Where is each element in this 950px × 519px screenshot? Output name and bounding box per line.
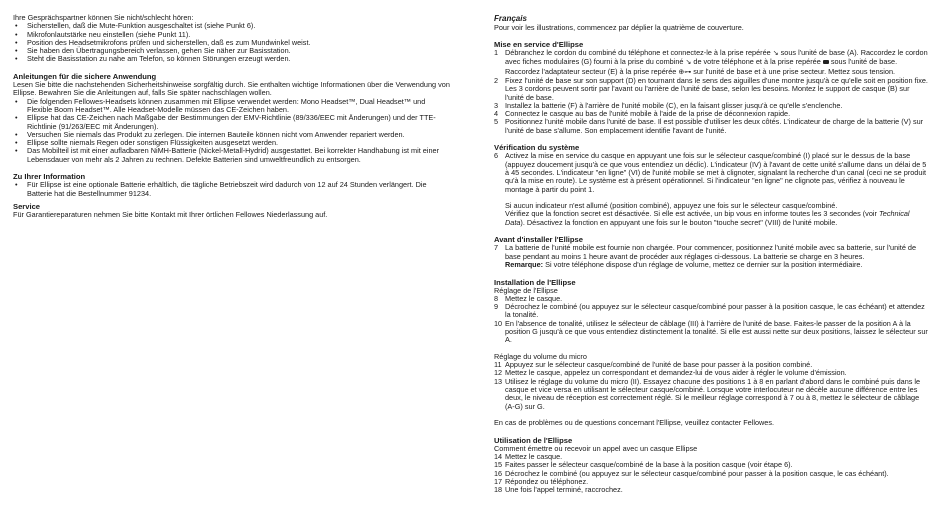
french-column bbox=[494, 14, 930, 495]
german-column bbox=[13, 14, 450, 219]
usage-heading: Utilisation de l'Ellipse bbox=[494, 435, 573, 445]
handset-jack-icon: ↘ bbox=[685, 59, 692, 67]
verify-note: Si aucun indicateur n'est allumé (position combiné), appuyez une fois sur le sélecteur casque/combiné. bbox=[505, 201, 838, 211]
verify-heading: Vérification du système bbox=[494, 143, 580, 153]
list-item: 10 En l'absence de tonalité, utilisez le sélecteur de câblage (III) à l'arrière de l'unité de base. Faites-le passer de la position A à la position G jusqu'à ce que vous entendiez distinctement la tonalité. Si elle est aussi nette sur deux positions, laissez le sélecteur sur A. bbox=[494, 318, 928, 345]
setup-heading: Mise en service d'Ellipse bbox=[494, 40, 584, 50]
list-item: 6 Activez la mise en service du casque en appuyant une fois sur le sélecteur casque/combiné (I) placé sur le dessus de la base (appuyez doucement jusqu'à ce que vous entendiez un déclic). L'indicateur (IV) à l'avant de cette unité s'allume dans un délai de 5 à 45 secondes. L'indicateur "en ligne" (VI) de l'unité mobile se met à clignoter, signalant la recherche d'un canal (ceci ne se produit qu'à la mise en route). Le système est à présent opérationnel. Si l'indicateur "en ligne" ne clignote pas, vérifiez à nouveau le montage à partir du point 1. bbox=[494, 151, 927, 194]
verify-note: Vérifiez que la fonction secret est désactivée. Si elle est activée, un bip vous en informe toutes les 3 secondes (voir Technical Data). Désactivez la fonction en appuyant une fois sur le bouton "touche secret" (VIII) de l'unité mobile. bbox=[505, 209, 910, 227]
handset-jack-icon: ↘ bbox=[772, 50, 779, 58]
info-list bbox=[13, 181, 450, 198]
list-item: • Das Mobilteil ist mit einer aufladbaren NiMH-Batterie (Nickel-Metall-Hydrid) ausgestattet. Bei korrekter Handhabung ist mit einer Lebensdauer von mehr als 2 Jahren zu rechnen. Defekte Batterien sind umweltfreundlich zu entsorgen. bbox=[13, 147, 450, 164]
list-item: • Sie haben den Übertragungsbereich verlassen, gehen Sie näher zur Basisstation. bbox=[13, 47, 450, 55]
intro-list bbox=[13, 22, 450, 63]
list-item: 18 Une fois l'appel terminé, raccrochez. bbox=[494, 485, 623, 495]
safety-text: Lesen Sie bitte die nachstehenden Sicherheitshinweise sorgfältig durch. Sie enthalten wichtige Informationen über die Verwendung von Ellipse. Bewahren Sie die Anleitungen auf, falls Sie später nachschlagen wollen. bbox=[13, 80, 450, 98]
power-plug-icon: ⊕⊶ bbox=[678, 68, 692, 76]
list-item: • Sicherstellen, daß die Mute-Funktion ausgeschaltet ist (siehe Punkt 6). bbox=[13, 22, 450, 30]
list-item: 14 Mettez le casque. bbox=[494, 452, 563, 462]
install-subheading: Réglage de l'Ellipse bbox=[494, 285, 558, 295]
install-heading: Installation de l'Ellipse bbox=[494, 277, 576, 287]
list-item: 15 Faites passer le sélecteur casque/combiné de la base à la position casque (voir étape 6). bbox=[494, 460, 793, 470]
list-item: • Steht die Basisstation zu nahe am Telefon, so können Störungen erzeugt werden. bbox=[13, 55, 450, 63]
list-item: 5 Positionnez l'unité mobile dans l'unité de base. Il est possible d'utiliser les deux côtés. L'indicateur de charge de la batterie (V) sur l'unité de base s'allume. Son emplacement identifie l'avant de l'unité. bbox=[494, 117, 924, 135]
list-item: 3 Installez la batterie (F) à l'arrière de l'unité mobile (C), en la faisant glisser jusqu'à ce qu'elle s'enclenche. bbox=[494, 100, 843, 110]
list-item: 2 Fixez l'unité de base sur son support (D) en tournant dans le sens des aiguilles d'une montre jusqu'à ce qu'elle soit en position fixe. Les 3 cordons peuvent sortir par l'avant ou l'arrière de l'unité de base, selon les besoins. Montez le support de casque (B) sur l'unité de base. bbox=[494, 75, 928, 102]
list-item: 11 Appuyez sur le sélecteur casque/combiné de l'unité de base pour passer à la position combiné. bbox=[494, 360, 813, 370]
list-item: 13 Utilisez le réglage du volume du micro (II). Essayez chacune des positions 1 à 8 en parlant d'abord dans le combiné puis dans le casque et vice versa en utilisant le sélecteur casque/combiné. Lorsque votre interlocuteur ne décèle aucune différence entre les deux, le niveau de réception est correctement réglé. Si le meilleur réglage correspond à 7 ou à 8, mettez le sélecteur de câblage (A-G) sur G. bbox=[494, 376, 921, 411]
list-item: 8 Mettez le casque. bbox=[494, 293, 563, 303]
problems-text: En cas de problèmes ou de questions concernant l'Ellipse, veuillez contacter Fellowes. bbox=[494, 418, 775, 428]
intro-line: Ihre Gesprächspartner können Sie nicht/schlecht hören: bbox=[13, 13, 194, 22]
list-item: 4 Connectez le casque au bas de l'unité mobile à l'aide de la prise de déconnexion rapide. bbox=[494, 109, 791, 119]
before-heading: Avant d'installer l'Ellipse bbox=[494, 235, 583, 245]
list-item: • Ellipse sollte niemals Regen oder sonstigen Flüssigkeiten ausgesetzt werden. bbox=[13, 139, 450, 147]
list-item: • Position des Headsetmikrofons prüfen und sicherstellen, daß es zum Mundwinkel weist. bbox=[13, 39, 450, 47]
list-item: 16 Décrochez le combiné (ou appuyez sur le sélecteur casque/combiné pour passer à la position casque, le cas échéant). bbox=[494, 468, 889, 478]
service-heading: Service bbox=[13, 201, 41, 211]
list-item: 12 Mettez le casque, appelez un correspondant et demandez-lui de vous aider à régler le volume d'émission. bbox=[494, 368, 847, 378]
list-item: 17 Répondez ou téléphonez. bbox=[494, 477, 589, 487]
list-item: 7 La batterie de l'unité mobile est fournie non chargée. Pour commencer, positionnez l'unité mobile avec sa batterie, sur l'unité de base pendant au moins 1 heure avant de procéder aux réglages ci-dessous. La batterie se charge en 3 heures. bbox=[494, 243, 917, 261]
list-item: • Die folgenden Fellowes-Headsets können zusammen mit Ellipse verwendet werden: Mono Headset™, Dual Headset™ und Flexible Boom Headset™. Alle Headset-Modelle müssen das CE-Zeichen haben. bbox=[13, 98, 450, 115]
list-item: • Ellipse hat das CE-Zeichen nach Maßgabe der Bestimmungen der EMV-Richtlinie (89/336/EEC mit Änderungen) und der TTE-Richtlinie (91/263/EEC mit Änderungen). bbox=[13, 114, 450, 131]
phone-jack-icon bbox=[823, 60, 829, 64]
service-text: Für Garantiereparaturen nehmen Sie bitte Kontakt mit Ihrer örtlichen Fellowes Niederlassung auf. bbox=[13, 209, 328, 219]
language-title: Français bbox=[494, 14, 527, 23]
before-note: Remarque: Si votre téléphone dispose d'un réglage de volume, mettez ce dernier sur la position intermédiaire. bbox=[505, 259, 863, 269]
list-item: • Mikrofonlautstärke neu einstellen (siehe Punkt 11). bbox=[13, 31, 450, 39]
mic-subheading: Réglage du volume du micro bbox=[494, 351, 587, 361]
intro-text: Pour voir les illustrations, commencez par déplier la quatrième de couverture. bbox=[494, 22, 744, 32]
usage-subheading: Comment émettre ou recevoir un appel avec un casque Ellipse bbox=[494, 443, 698, 453]
list-item: 9 Décrochez le combiné (ou appuyez sur le sélecteur casque/combiné pour passer à la position casque, le cas échéant) et attendez la tonalité. bbox=[494, 302, 925, 320]
list-item: 1 Débranchez le cordon du combiné du téléphone et connectez-le à la prise repérée ↘ sous l'unité de base (A). Raccordez le cordon avec fiches modulaires (G) fourni à la prise du combiné ↘ de votre téléphone et à la prise repérée sous l'unité de base. Raccordez l'adaptateur secteur (E) à la prise repérée ⊕⊶ sur l'unité de base et à une prise secteur. Mettez sous tension. bbox=[494, 48, 928, 76]
safety-heading: Anleitungen für die sichere Anwendung bbox=[13, 72, 157, 82]
info-heading: Zu Ihrer Information bbox=[13, 172, 86, 182]
safety-list bbox=[13, 98, 450, 164]
list-item: • Für Ellipse ist eine optionale Batterie erhältlich, die tägliche Betriebszeit wird dadurch von 12 auf 24 Stunden verlängert. Die Batterie hat die Bestellnummer 91234. bbox=[13, 181, 450, 198]
list-item: • Versuchen Sie niemals das Produkt zu zerlegen. Die internen Bauteile können nicht vom Anwender repariert werden. bbox=[13, 131, 450, 139]
